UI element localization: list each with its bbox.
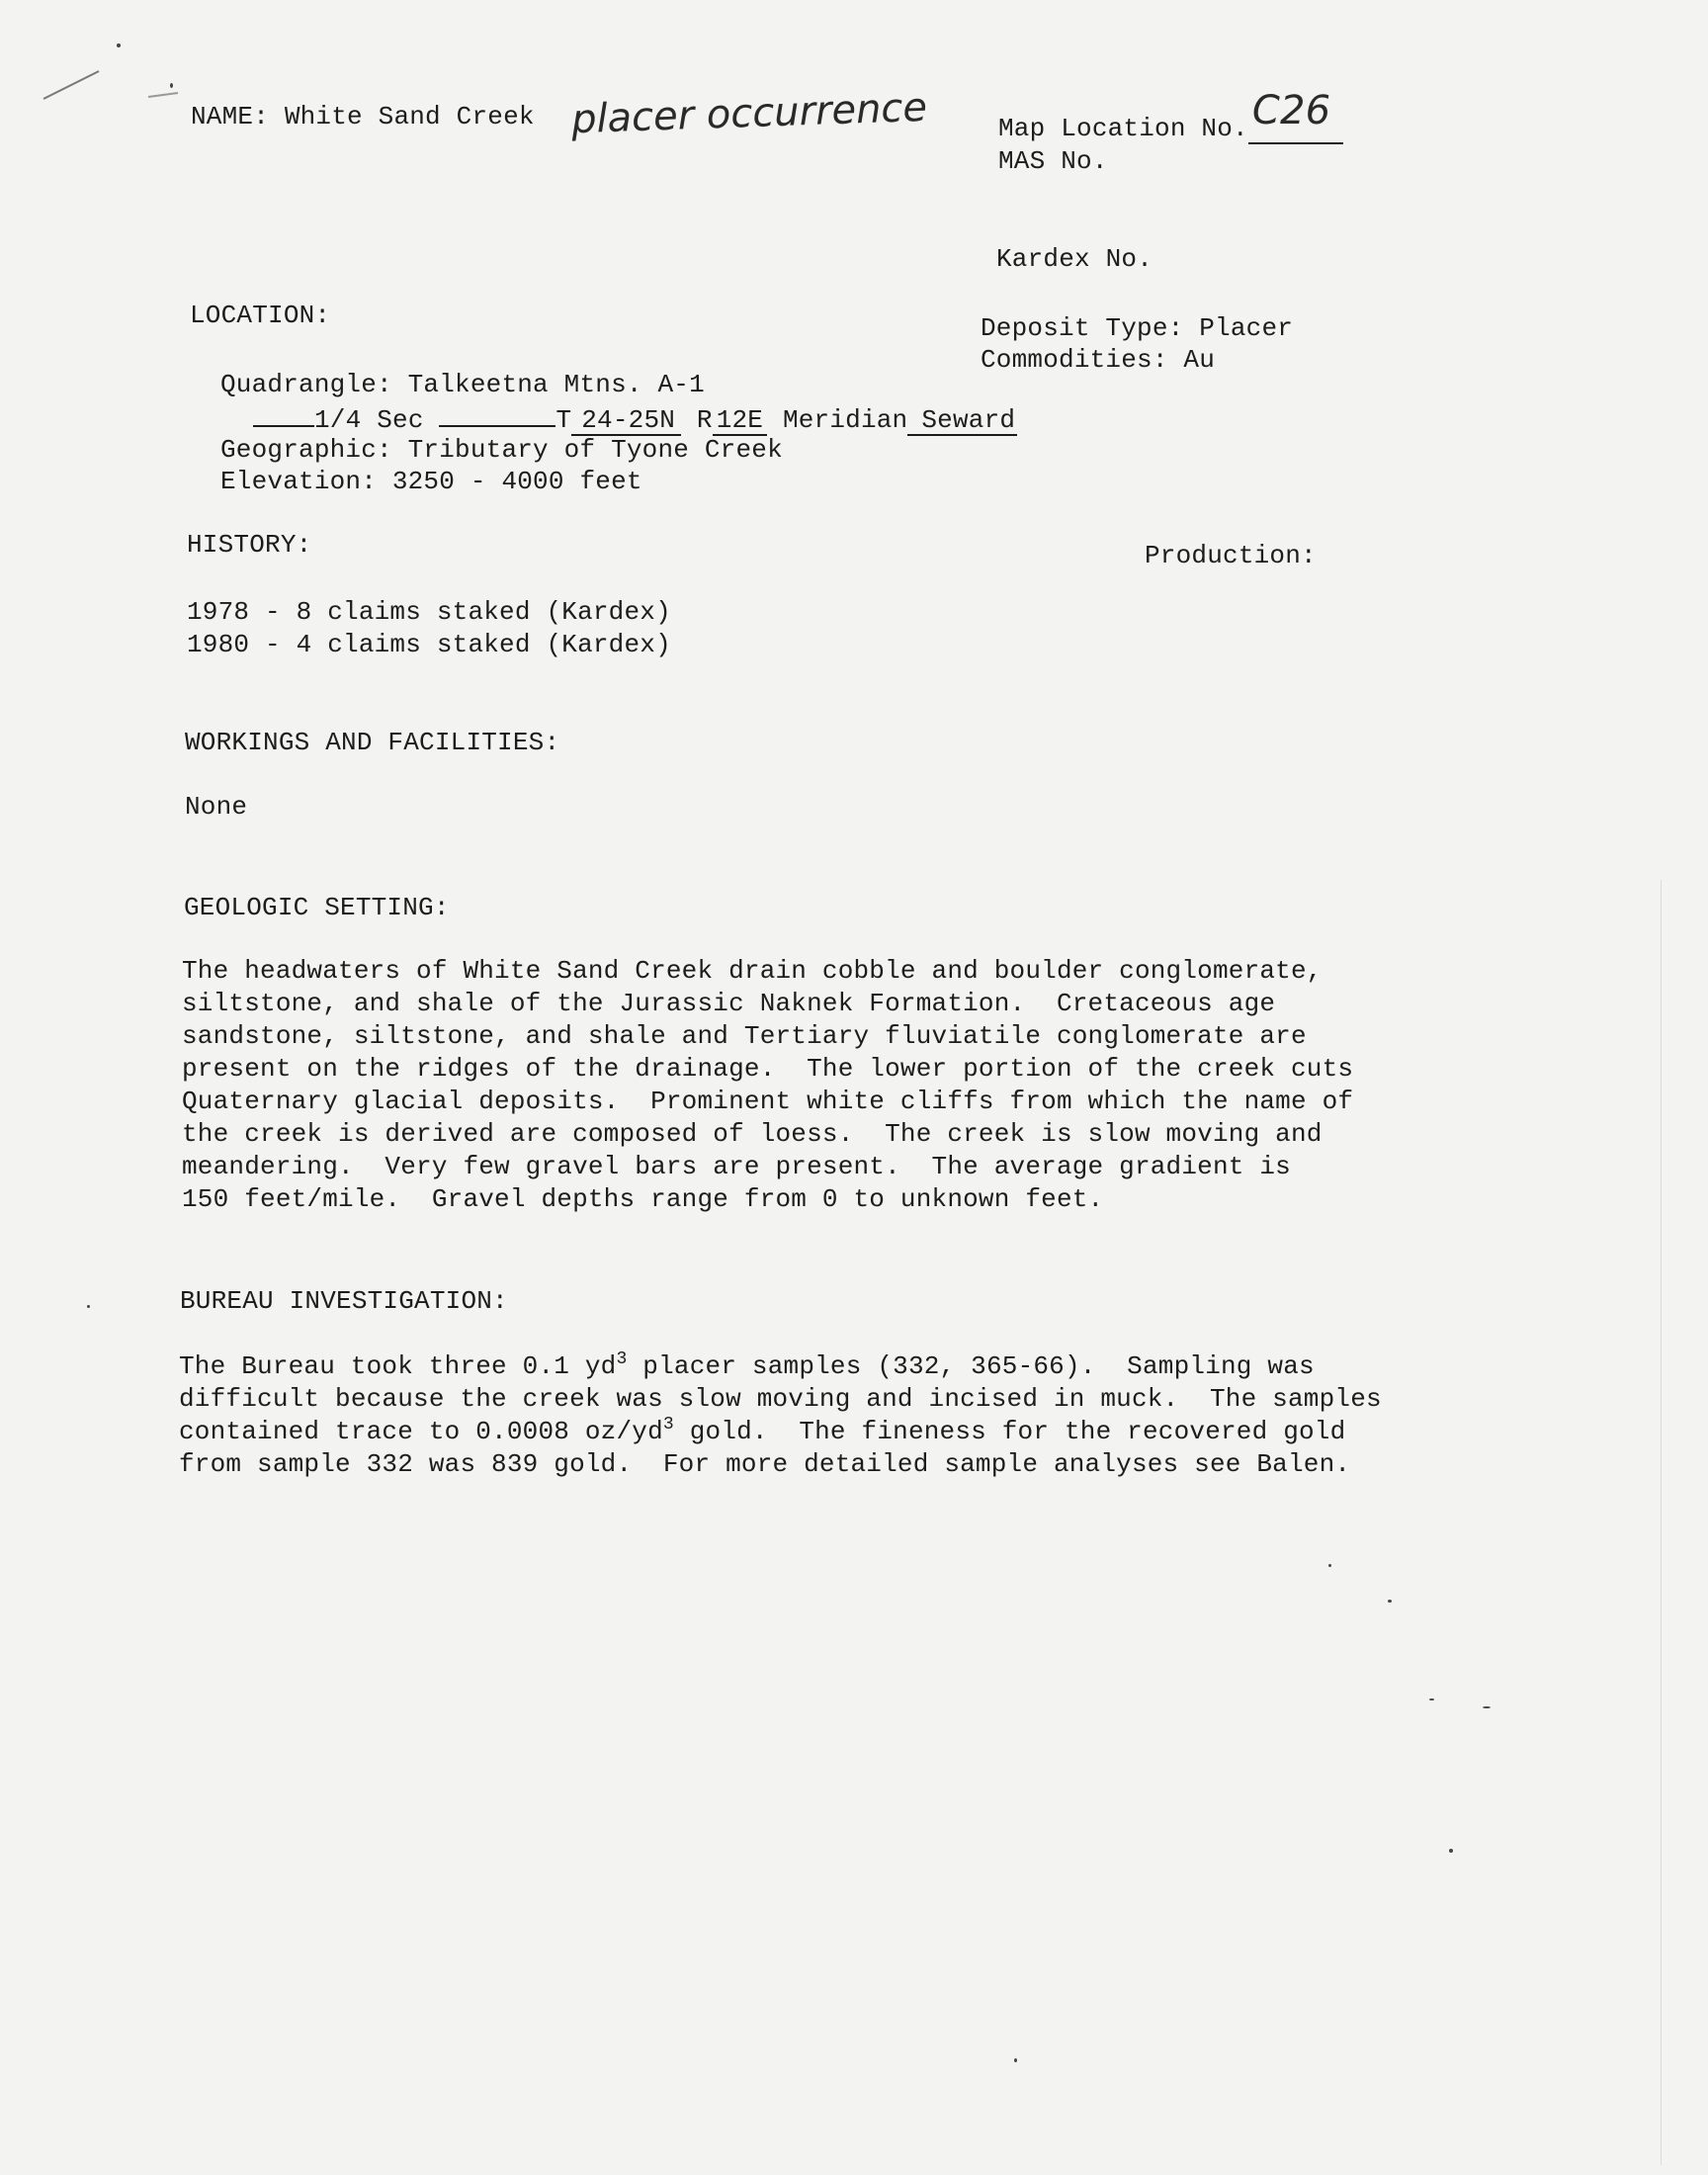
geologic-line: Quaternary glacial deposits. Prominent white cliffs from which the name of bbox=[182, 1087, 1354, 1116]
commodities: Commodities: Au bbox=[981, 345, 1216, 375]
name-label: NAME: bbox=[191, 102, 270, 131]
scan-speck bbox=[1014, 2058, 1017, 2062]
map-location-value: C26 bbox=[1251, 88, 1331, 133]
map-location-label: Map Location No. bbox=[998, 114, 1248, 143]
geologic-line: the creek is derived are composed of loess. The creek is slow moving and bbox=[182, 1119, 1323, 1149]
bureau-line1-a: The Bureau took three 0.1 yd bbox=[179, 1351, 617, 1381]
bureau-heading: BUREAU INVESTIGATION: bbox=[180, 1286, 508, 1316]
scan-speck bbox=[1429, 1698, 1434, 1700]
name-value: White Sand Creek bbox=[284, 102, 535, 131]
bureau-line bbox=[179, 1350, 1315, 1383]
superscript: 3 bbox=[662, 1415, 674, 1435]
township-value: 24-25N bbox=[571, 406, 681, 436]
location-heading: LOCATION: bbox=[190, 301, 331, 330]
mas-label: MAS No. bbox=[998, 146, 1108, 176]
geologic-line: The headwaters of White Sand Creek drain cobble and boulder conglomerate, bbox=[182, 956, 1323, 986]
history-entry: 1980 - 4 claims staked (Kardex) bbox=[187, 630, 671, 659]
scan-speck bbox=[87, 1305, 90, 1308]
scan-mark bbox=[40, 59, 188, 109]
range-value: 12E bbox=[713, 406, 767, 436]
elevation: Elevation: 3250 - 4000 feet bbox=[220, 467, 642, 496]
production-label: Production: bbox=[1145, 541, 1317, 570]
geologic-heading: GEOLOGIC SETTING: bbox=[184, 893, 450, 922]
township-label: T bbox=[555, 405, 572, 435]
bureau-line1-b: placer samples (332, 365-66). Sampling was bbox=[627, 1351, 1315, 1381]
bureau-line: from sample 332 was 839 gold. For more detailed sample analyses see Balen. bbox=[179, 1449, 1351, 1479]
bureau-line3-a: contained trace to 0.0008 oz/yd bbox=[179, 1417, 663, 1446]
geologic-line: 150 feet/mile. Gravel depths range from 0 to unknown feet. bbox=[182, 1184, 1104, 1214]
history-entry: 1978 - 8 claims staked (Kardex) bbox=[187, 597, 671, 627]
bureau-line: difficult because the creek was slow moving and incised in muck. The samples bbox=[179, 1384, 1382, 1414]
workings-text: None bbox=[185, 792, 248, 822]
range-label: R bbox=[696, 405, 713, 435]
scan-speck bbox=[1483, 1706, 1491, 1708]
superscript: 3 bbox=[616, 1349, 628, 1369]
geographic: Geographic: Tributary of Tyone Creek bbox=[220, 435, 783, 465]
sec-township-range-line bbox=[253, 401, 1017, 436]
geologic-line: meandering. Very few gravel bars are present. The average gradient is bbox=[182, 1152, 1291, 1181]
quarter-sec-label: 1/4 Sec bbox=[314, 405, 424, 435]
meridian-value: Seward bbox=[907, 406, 1017, 436]
quadrangle: Quadrangle: Talkeetna Mtns. A-1 bbox=[220, 370, 705, 399]
geologic-line: siltstone, and shale of the Jurassic Naknek Formation. Cretaceous age bbox=[182, 989, 1276, 1018]
workings-heading: WORKINGS AND FACILITIES: bbox=[185, 728, 560, 757]
meridian-label: Meridian bbox=[782, 405, 908, 435]
history-heading: HISTORY: bbox=[187, 530, 312, 560]
name-line bbox=[191, 101, 535, 132]
geologic-line: present on the ridges of the drainage. The lower portion of the creek cuts bbox=[182, 1054, 1354, 1084]
bureau-line3-b: gold. The fineness for the recovered gold bbox=[673, 1417, 1346, 1446]
scan-edge-line bbox=[1661, 880, 1662, 2165]
map-location-line bbox=[998, 88, 1343, 144]
handwritten-placer-occurrence: placer occurrence bbox=[570, 84, 928, 143]
scan-speck bbox=[1388, 1600, 1392, 1603]
kardex-label: Kardex No. bbox=[996, 244, 1153, 274]
bureau-line bbox=[179, 1416, 1345, 1448]
scan-speck bbox=[1328, 1564, 1331, 1567]
geologic-line: sandstone, siltstone, and shale and Tertiary fluviatile conglomerate are bbox=[182, 1021, 1307, 1051]
deposit-type: Deposit Type: Placer bbox=[981, 313, 1294, 343]
scan-speck bbox=[117, 44, 121, 47]
scan-speck bbox=[1449, 1849, 1453, 1853]
